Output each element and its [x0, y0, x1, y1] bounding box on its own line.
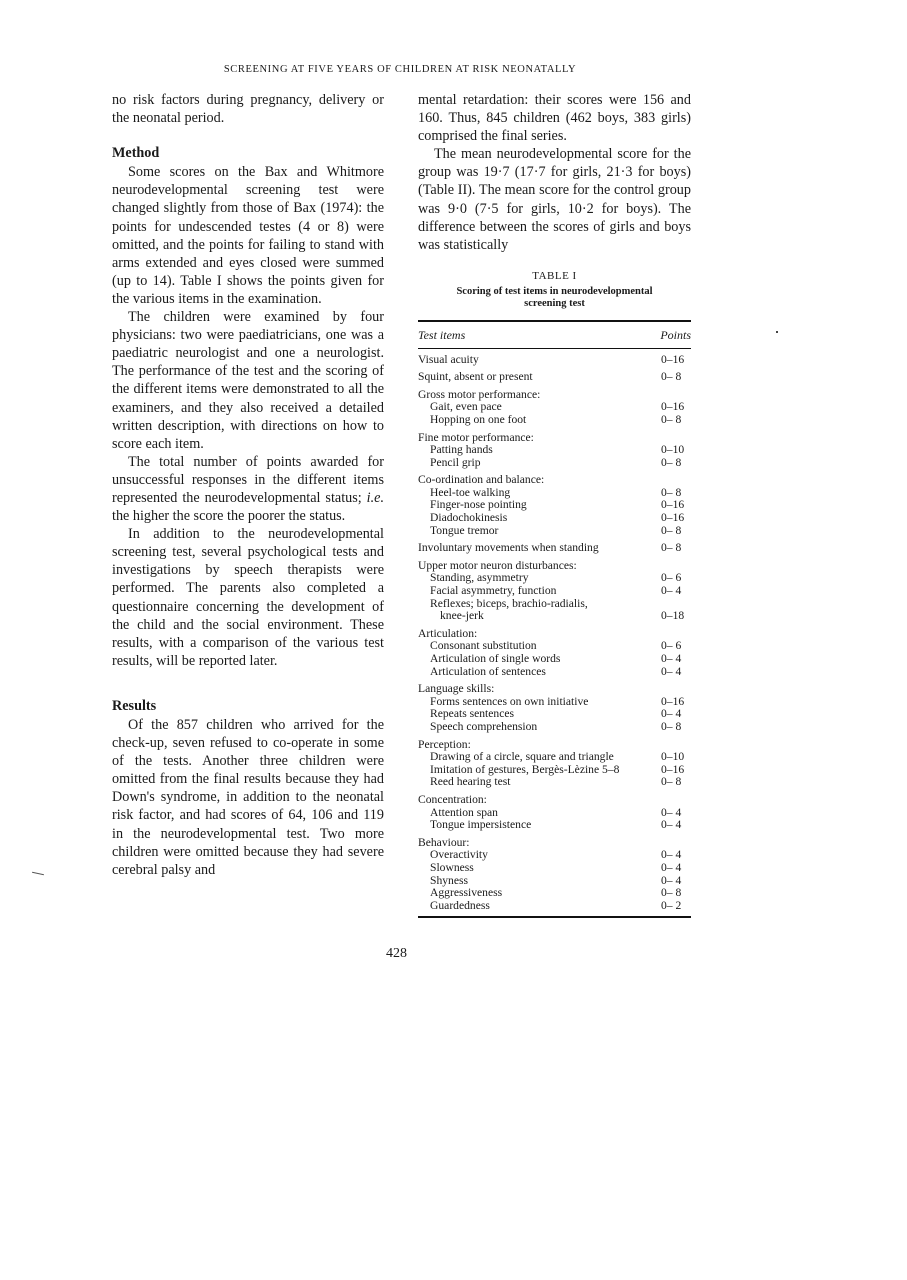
table-row: [418, 512, 691, 525]
table-row: [418, 371, 691, 384]
table-cell-item: Pencil grip: [430, 455, 481, 469]
table-cell-item: Fine motor performance:: [418, 430, 534, 444]
text-run: The total number of points awarded for unsuccessful responses in the different items represented the neurodevelopmental status;: [112, 453, 384, 506]
table-body: [418, 354, 691, 913]
table-cell-points: 0– 4: [661, 873, 682, 887]
table-cell-item: Perception:: [418, 737, 471, 751]
table-row: [418, 666, 691, 679]
table-cell-item: Articulation:: [418, 626, 478, 640]
paragraph: The mean neurodevelopmental score for the group was 19·7 (17·7 for girls, 21·3 for boys) (Table II). The mean score for the control group was 9·0 (7·5 for girls, 10·2 for boys). The difference between the scores of girls and boys was statistically: [418, 146, 691, 253]
table-cell-item: Hopping on one foot: [430, 412, 527, 426]
table-cell-item: Drawing of a circle, square and triangle: [430, 750, 614, 764]
table-row: [418, 751, 691, 764]
table-group: [418, 560, 691, 623]
table-row: [418, 862, 691, 875]
table-group: [418, 354, 691, 367]
table-cell-points: 0– 8: [661, 886, 682, 900]
table-cell-points: 0–16: [661, 511, 685, 525]
table-row: [418, 542, 691, 555]
table-cell-points: 0– 8: [661, 412, 682, 426]
table-cell-points: [661, 683, 691, 696]
table-cell-item: Standing, asymmetry: [430, 571, 529, 585]
table-row: [418, 653, 691, 666]
table-cell-item: Tongue impersistence: [430, 818, 532, 832]
table-row: [418, 444, 691, 457]
table-cell-points: 0– 2: [661, 898, 682, 912]
table-cell-points: 0– 8: [661, 541, 682, 555]
table-cell-item: Slowness: [430, 860, 474, 874]
table-cell-item: Gross motor performance:: [418, 387, 541, 401]
table-cell-item: Articulation of sentences: [430, 664, 546, 678]
table-group: [418, 628, 691, 678]
table-row: [418, 474, 691, 487]
table-cell-item: knee-jerk: [440, 609, 484, 623]
table-group: [418, 432, 691, 470]
table-cell-points: 0– 8: [661, 485, 682, 499]
table-cell-points: 0– 4: [661, 664, 682, 678]
table-row: [418, 457, 691, 470]
table-cell-item: Finger-nose pointing: [430, 498, 527, 512]
table-group: [418, 794, 691, 832]
table-cell-points: 0– 8: [661, 719, 682, 733]
table-row: [418, 794, 691, 807]
scan-speck: [776, 331, 778, 333]
table-row: [418, 683, 691, 696]
table-row: [418, 887, 691, 900]
table-cell-points: 0–16: [661, 400, 685, 414]
table-cell-item: Forms sentences on own initiative: [430, 694, 589, 708]
table-row: [418, 610, 691, 623]
table-cell-points: 0–16: [661, 762, 685, 776]
table-cell-item: Squint, absent or present: [418, 370, 533, 384]
table-cell-item: Patting hands: [430, 443, 493, 457]
table-group: [418, 474, 691, 537]
table-cell-item: Language skills:: [418, 682, 495, 696]
table-cell-item: Reflexes; biceps, brachio-radialis,: [430, 596, 588, 610]
table-cell-points: 0– 4: [661, 848, 682, 862]
table-cell-item: Tongue tremor: [430, 523, 499, 537]
table-cell-item: Gait, even pace: [430, 400, 502, 414]
right-column: [418, 91, 691, 918]
paragraph: [112, 453, 384, 525]
table-cell-item: Behaviour:: [418, 835, 470, 849]
paragraph: The children were examined by four physicians: two were paediatricians, one was a paediatric neurologist and one a neurologist. The performance of the test and the scoring of the different items were demonstrated to all the examiners, and they also received a detailed written description, with directions on how to score each item.: [112, 309, 384, 452]
table-cell-points: 0– 8: [661, 775, 682, 789]
table-cell-points: 0– 4: [661, 707, 682, 721]
table-cell-item: Consonant substitution: [430, 639, 537, 653]
table-row: [418, 354, 691, 367]
table-caption: Scoring of test items in neurodevelopmental screening test: [456, 285, 653, 309]
table-cell-item: Speech comprehension: [430, 719, 538, 733]
column-header-items: Test items: [418, 327, 466, 342]
table-cell-item: Imitation of gestures, Bergès-Lèzine 5–8: [430, 762, 620, 776]
running-header: SCREENING AT FIVE YEARS OF CHILDREN AT RISK NEONATALLY: [223, 64, 577, 75]
scoring-table: [418, 320, 691, 918]
table-cell-points: 0– 6: [661, 571, 682, 585]
italic-run: i.e.: [366, 489, 384, 506]
table-row: [418, 585, 691, 598]
paragraph: Some scores on the Bax and Whitmore neurodevelopmental screening test were changed slightly from those of Bax (1974): the points for undescended testes (4 or 8) were omitted, and the points for failing to stand with arms extended and eyes closed were summed (up to 14). Table I shows the points given for the various items in the examination.: [112, 164, 384, 307]
table-cell-points: 0– 4: [661, 805, 682, 819]
table-cell-points: 0– 8: [661, 455, 682, 469]
table-cell-item: Attention span: [430, 805, 498, 819]
table-cell-item: Repeats sentences: [430, 707, 515, 721]
table-row: [418, 776, 691, 789]
table-cell-points: 0– 8: [661, 370, 682, 384]
table-row: [418, 721, 691, 734]
table-row: [418, 525, 691, 538]
table-cell-points: 0–10: [661, 750, 685, 764]
table-header-row: [418, 322, 691, 349]
paragraph: Of the 857 children who arrived for the check-up, seven refused to co-operate in some of the tests. Another three children were omitted from the final results because they had Down's syndrome, in addition to the neonatal risk factor, and had scores of 64, 106 and 119 in the neurodevelopmental test. Two more children were omitted because they had severe cerebral palsy and: [112, 717, 384, 878]
table-cell-item: Articulation of single words: [430, 652, 561, 665]
scan-mark: [32, 872, 44, 875]
table-group: [418, 389, 691, 427]
table-cell-points: 0–18: [661, 609, 685, 623]
table-cell-points: [661, 474, 691, 487]
table-cell-points: 0– 4: [661, 818, 682, 832]
table-cell-points: 0– 8: [661, 523, 682, 537]
table-cell-points: 0– 4: [661, 860, 682, 874]
table-cell-points: 0–16: [661, 352, 685, 366]
table-cell-item: Guardedness: [430, 898, 490, 912]
section-heading-results: Results: [112, 697, 157, 714]
table-cell-points: 0–16: [661, 498, 685, 512]
table-cell-item: Reed hearing test: [430, 775, 511, 789]
paragraph: mental retardation: their scores were 156 and 160. Thus, 845 children (462 boys, 383 girls) comprised the final series.: [418, 92, 691, 145]
table-cell-item: Shyness: [430, 873, 469, 887]
table-label: TABLE I: [532, 269, 577, 282]
column-header-points: Points: [660, 327, 691, 342]
table-cell-item: Upper motor neuron disturbances:: [418, 558, 577, 572]
table-cell-item: Aggressiveness: [430, 886, 503, 900]
table-group: [418, 371, 691, 384]
table-cell-item: Co-ordination and balance:: [418, 473, 545, 487]
paragraph: In addition to the neurodevelopmental screening test, several psychological tests and investigations by speech therapists were performed. The parents also completed a questionnaire concerning the development of the child and the social environment. These results, with a comparison of the various test results, will be reported later.: [112, 526, 384, 669]
table-group: [418, 837, 691, 913]
table-cell-item: Overactivity: [430, 848, 488, 862]
table-cell-item: Facial asymmetry, function: [430, 584, 557, 598]
table-group: [418, 542, 691, 555]
table-row: [418, 819, 691, 832]
table-cell-item: Visual acuity: [418, 352, 479, 366]
paragraph: no risk factors during pregnancy, delivery or the neonatal period.: [112, 92, 384, 127]
section-heading-method: Method: [112, 145, 160, 162]
table-cell-item: Involuntary movements when standing: [418, 541, 599, 555]
table-group: [418, 739, 691, 789]
table-cell-item: Diadochokinesis: [430, 511, 508, 525]
table-cell-item: Heel-toe walking: [430, 485, 511, 499]
table-row: [418, 900, 691, 913]
page-number: 428: [386, 946, 407, 961]
table-cell-points: [661, 794, 691, 807]
table-row: [418, 414, 691, 427]
table-cell-points: 0– 6: [661, 639, 682, 653]
table-cell-points: 0–10: [661, 443, 685, 457]
table-cell-item: Concentration:: [418, 792, 487, 806]
text-run: the higher the score the poorer the status.: [112, 508, 346, 525]
table-group: [418, 683, 691, 733]
table-cell-points: 0– 4: [661, 584, 682, 598]
table-cell-points: 0– 4: [661, 652, 682, 665]
left-column: [112, 91, 384, 879]
table-cell-points: 0–16: [661, 694, 685, 708]
table-bottom-rule: [418, 916, 691, 918]
